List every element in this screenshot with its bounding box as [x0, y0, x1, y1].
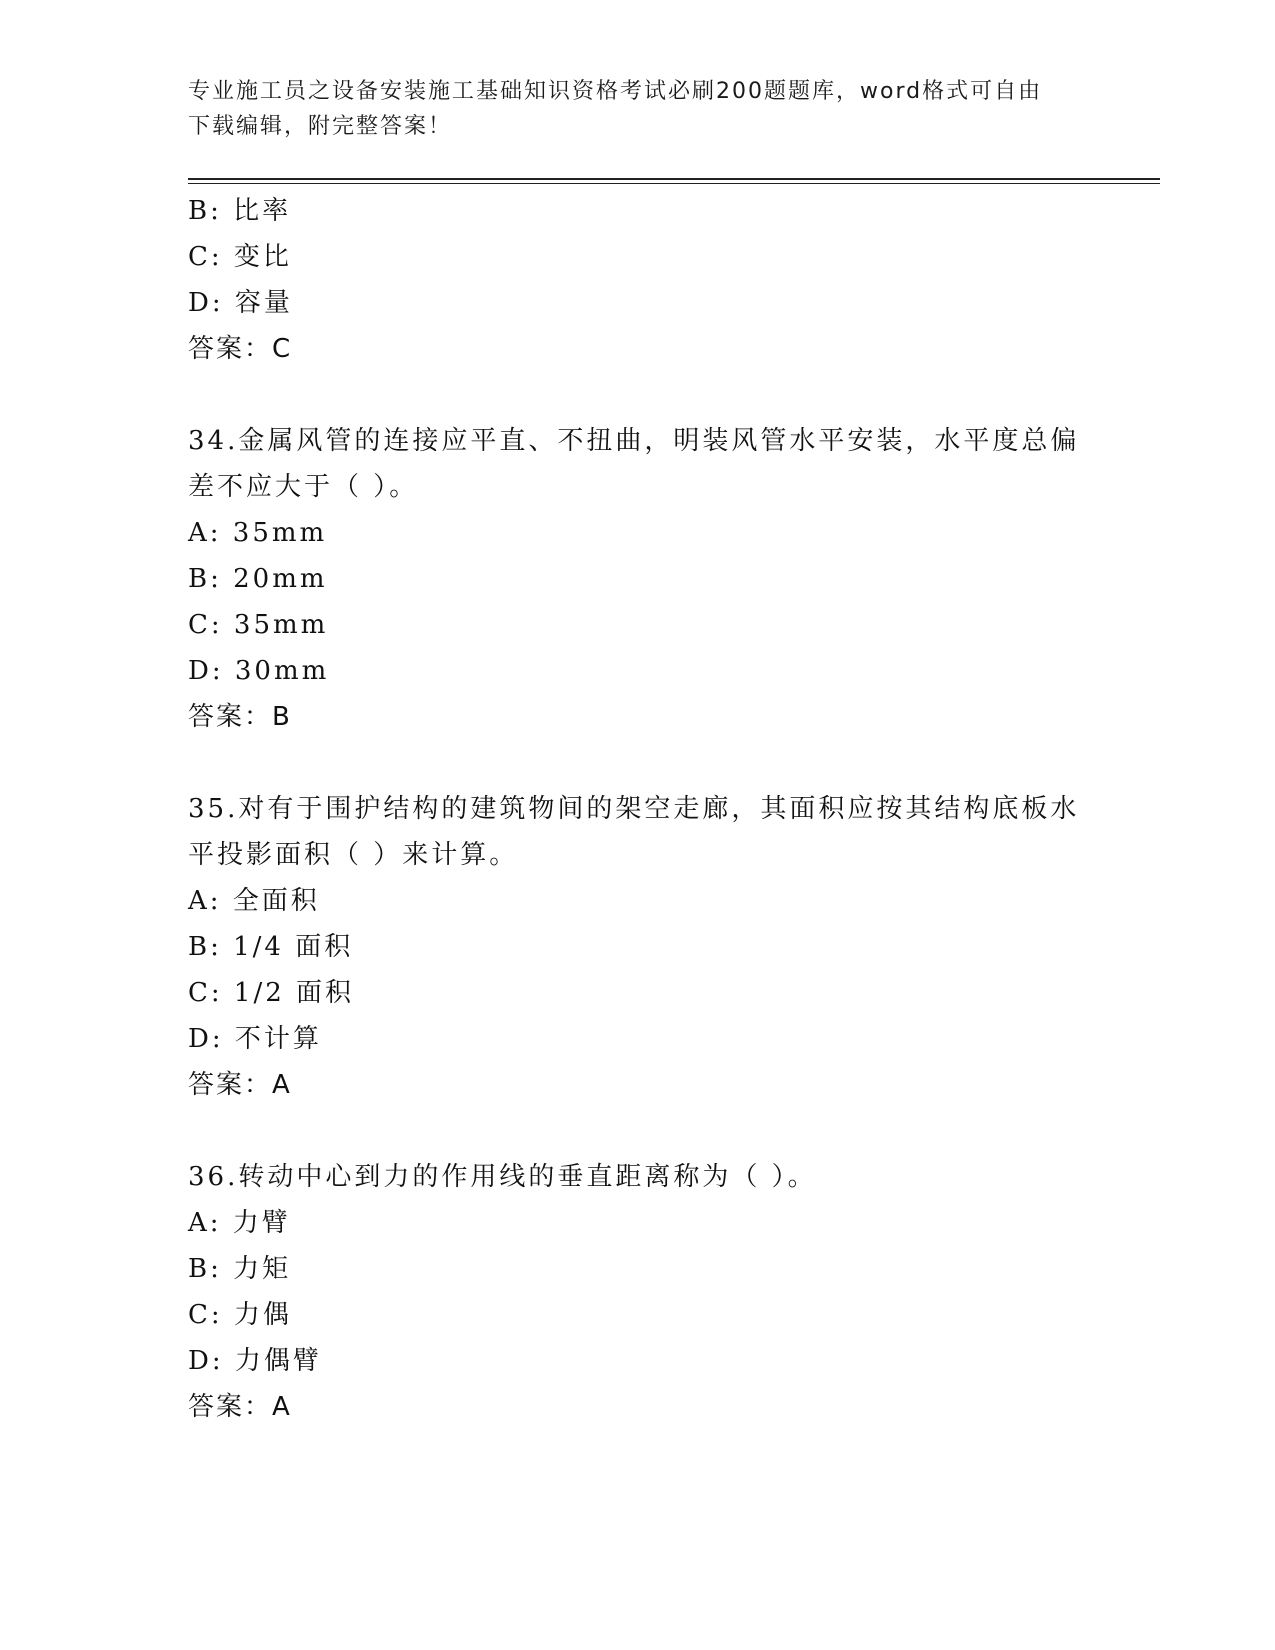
option-a: A: 力臂 [188, 1208, 291, 1238]
question-33 [188, 188, 1088, 372]
option-a: A: 全面积 [188, 886, 320, 916]
question-stem-line-1: 34.金属风管的连接应平直、不扭曲，明装风管水平安装，水平度总偏 [188, 426, 1080, 456]
option-c: C: 1/2 面积 [188, 978, 355, 1008]
question-36 [188, 1154, 1088, 1430]
spacer [188, 1108, 1088, 1154]
option-d: D: 不计算 [188, 1024, 322, 1054]
option-d: D: 容量 [188, 288, 293, 318]
answer-line: 答案：A [188, 1392, 292, 1422]
answer-line: 答案：B [188, 702, 292, 732]
header-divider-thick [188, 178, 1160, 180]
option-d: D: 30mm [188, 656, 330, 686]
question-35 [188, 786, 1088, 1108]
question-stem-line-2: 差不应大于（ ）。 [188, 472, 419, 502]
answer-line: 答案：C [188, 334, 293, 364]
header-divider-thin [188, 183, 1160, 184]
option-d: D: 力偶臂 [188, 1346, 322, 1376]
document-header [188, 74, 1088, 144]
option-b: B: 1/4 面积 [188, 932, 354, 962]
question-34 [188, 418, 1088, 740]
option-b: B: 力矩 [188, 1254, 292, 1284]
header-title-line-1: 专业施工员之设备安装施工基础知识资格考试必刷200题题库，word格式可自由 [188, 79, 1043, 104]
option-b: B: 比率 [188, 196, 292, 226]
option-b: B: 20mm [188, 564, 328, 594]
question-stem-line-1: 35.对有于围护结构的建筑物间的架空走廊，其面积应按其结构底板水 [188, 794, 1080, 824]
option-c: C: 变比 [188, 242, 292, 272]
question-list [188, 188, 1088, 1430]
option-c: C: 35mm [188, 610, 329, 640]
answer-line: 答案：A [188, 1070, 292, 1100]
question-stem-line-2: 平投影面积（ ）来计算。 [188, 840, 519, 870]
option-c: C: 力偶 [188, 1300, 292, 1330]
spacer [188, 740, 1088, 786]
spacer [188, 372, 1088, 418]
option-a: A: 35mm [188, 518, 328, 548]
question-stem-line-1: 36.转动中心到力的作用线的垂直距离称为（ ）。 [188, 1162, 817, 1192]
header-title-line-2: 下载编辑，附完整答案！ [188, 114, 453, 139]
